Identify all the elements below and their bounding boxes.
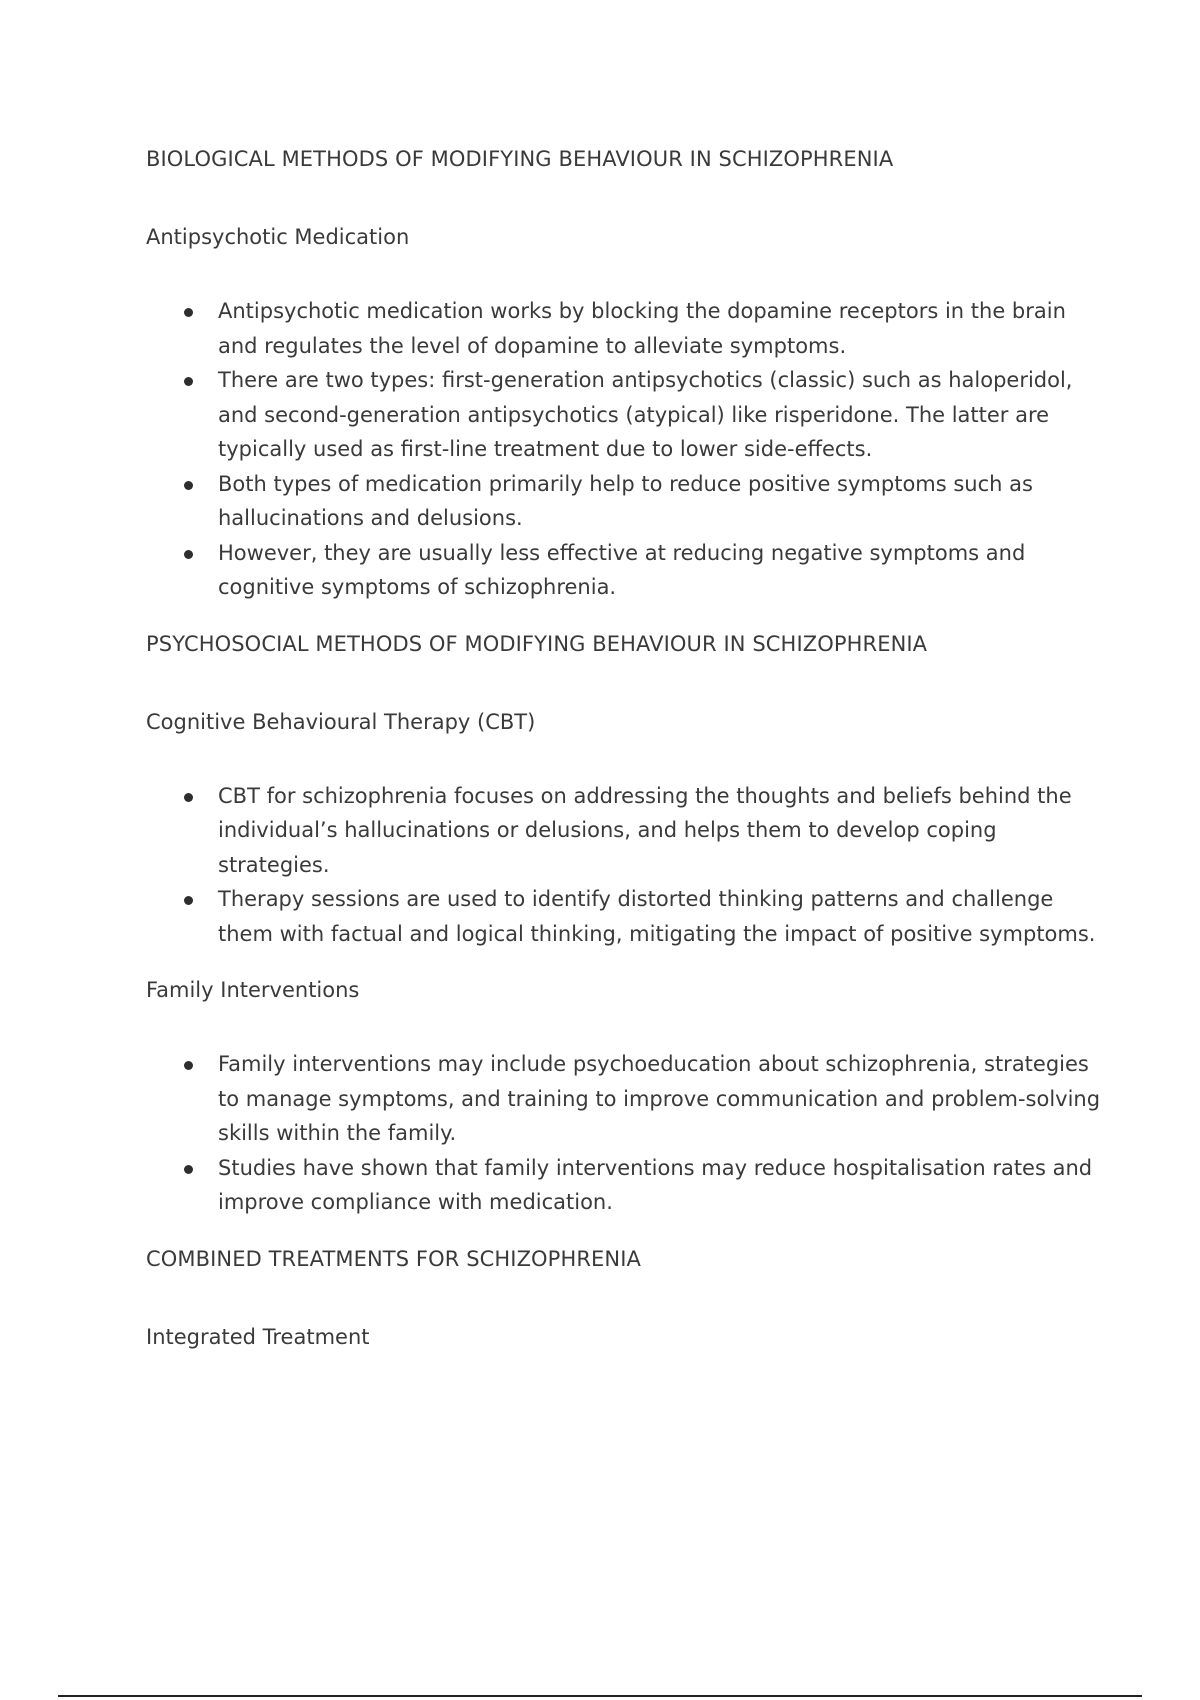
bullet-list-cbt (146, 779, 1106, 952)
bullet-list-antipsychotic (146, 294, 1106, 605)
list-item-text: There are two types: first-generation antipsychotics (classic) such as haloperidol, and second-generation antipsychotics (atypical) like risperidone. The latter are typically used as first-line treatment due to lower side-effects. (218, 368, 1073, 461)
subheading-integrated-treatment: Integrated Treatment (146, 1324, 370, 1349)
list-item (146, 536, 1106, 605)
list-item (146, 1047, 1106, 1151)
document-page (146, 142, 1106, 1354)
list-item-text: Antipsychotic medication works by blocking the dopamine receptors in the brain and regulates the level of dopamine to alleviate symptoms. (218, 299, 1066, 358)
bullet-icon (184, 896, 193, 905)
subheading-cbt: Cognitive Behavioural Therapy (CBT) (146, 709, 536, 734)
list-item-text: Studies have shown that family interventions may reduce hospitalisation rates and improve compliance with medication. (218, 1155, 1093, 1214)
section-heading-combined: COMBINED TREATMENTS FOR SCHIZOPHRENIA (146, 1246, 641, 1271)
section-heading-psychosocial: PSYCHOSOCIAL METHODS OF MODIFYING BEHAVIOUR IN SCHIZOPHRENIA (146, 631, 928, 656)
list-item (146, 363, 1106, 467)
bullet-icon (184, 550, 193, 559)
subheading-family-interventions: Family Interventions (146, 978, 360, 1002)
list-item-text: Both types of medication primarily help to reduce positive symptoms such as hallucinations and delusions. (218, 471, 1033, 530)
list-item-text: CBT for schizophrenia focuses on addressing the thoughts and beliefs behind the individual’s hallucinations or delusions, and helps them to develop coping strategies. (218, 783, 1072, 877)
list-item (146, 779, 1106, 883)
bullet-icon (184, 1061, 193, 1070)
subheading-antipsychotic-medication: Antipsychotic Medication (146, 225, 410, 249)
bullet-icon (184, 481, 193, 490)
list-item (146, 467, 1106, 536)
bullet-icon (184, 377, 193, 386)
bullet-icon (184, 793, 193, 802)
section-heading-biological: BIOLOGICAL METHODS OF MODIFYING BEHAVIOUR IN SCHIZOPHRENIA (146, 147, 894, 171)
list-item-text: Therapy sessions are used to identify distorted thinking patterns and challenge them with factual and logical thinking, mitigating the impact of positive symptoms. (218, 887, 1096, 946)
list-item (146, 882, 1106, 951)
footer-divider (58, 1695, 1142, 1697)
bullet-icon (184, 308, 193, 317)
list-item (146, 1151, 1106, 1220)
list-item-text: However, they are usually less effective at reducing negative symptoms and cognitive symptoms of schizophrenia. (218, 540, 1026, 599)
bullet-icon (184, 1165, 193, 1174)
list-item (146, 294, 1106, 363)
bullet-list-family (146, 1047, 1106, 1220)
list-item-text: Family interventions may include psychoeducation about schizophrenia, strategies to manage symptoms, and training to improve communication and problem-solving skills within the family. (218, 1052, 1101, 1145)
